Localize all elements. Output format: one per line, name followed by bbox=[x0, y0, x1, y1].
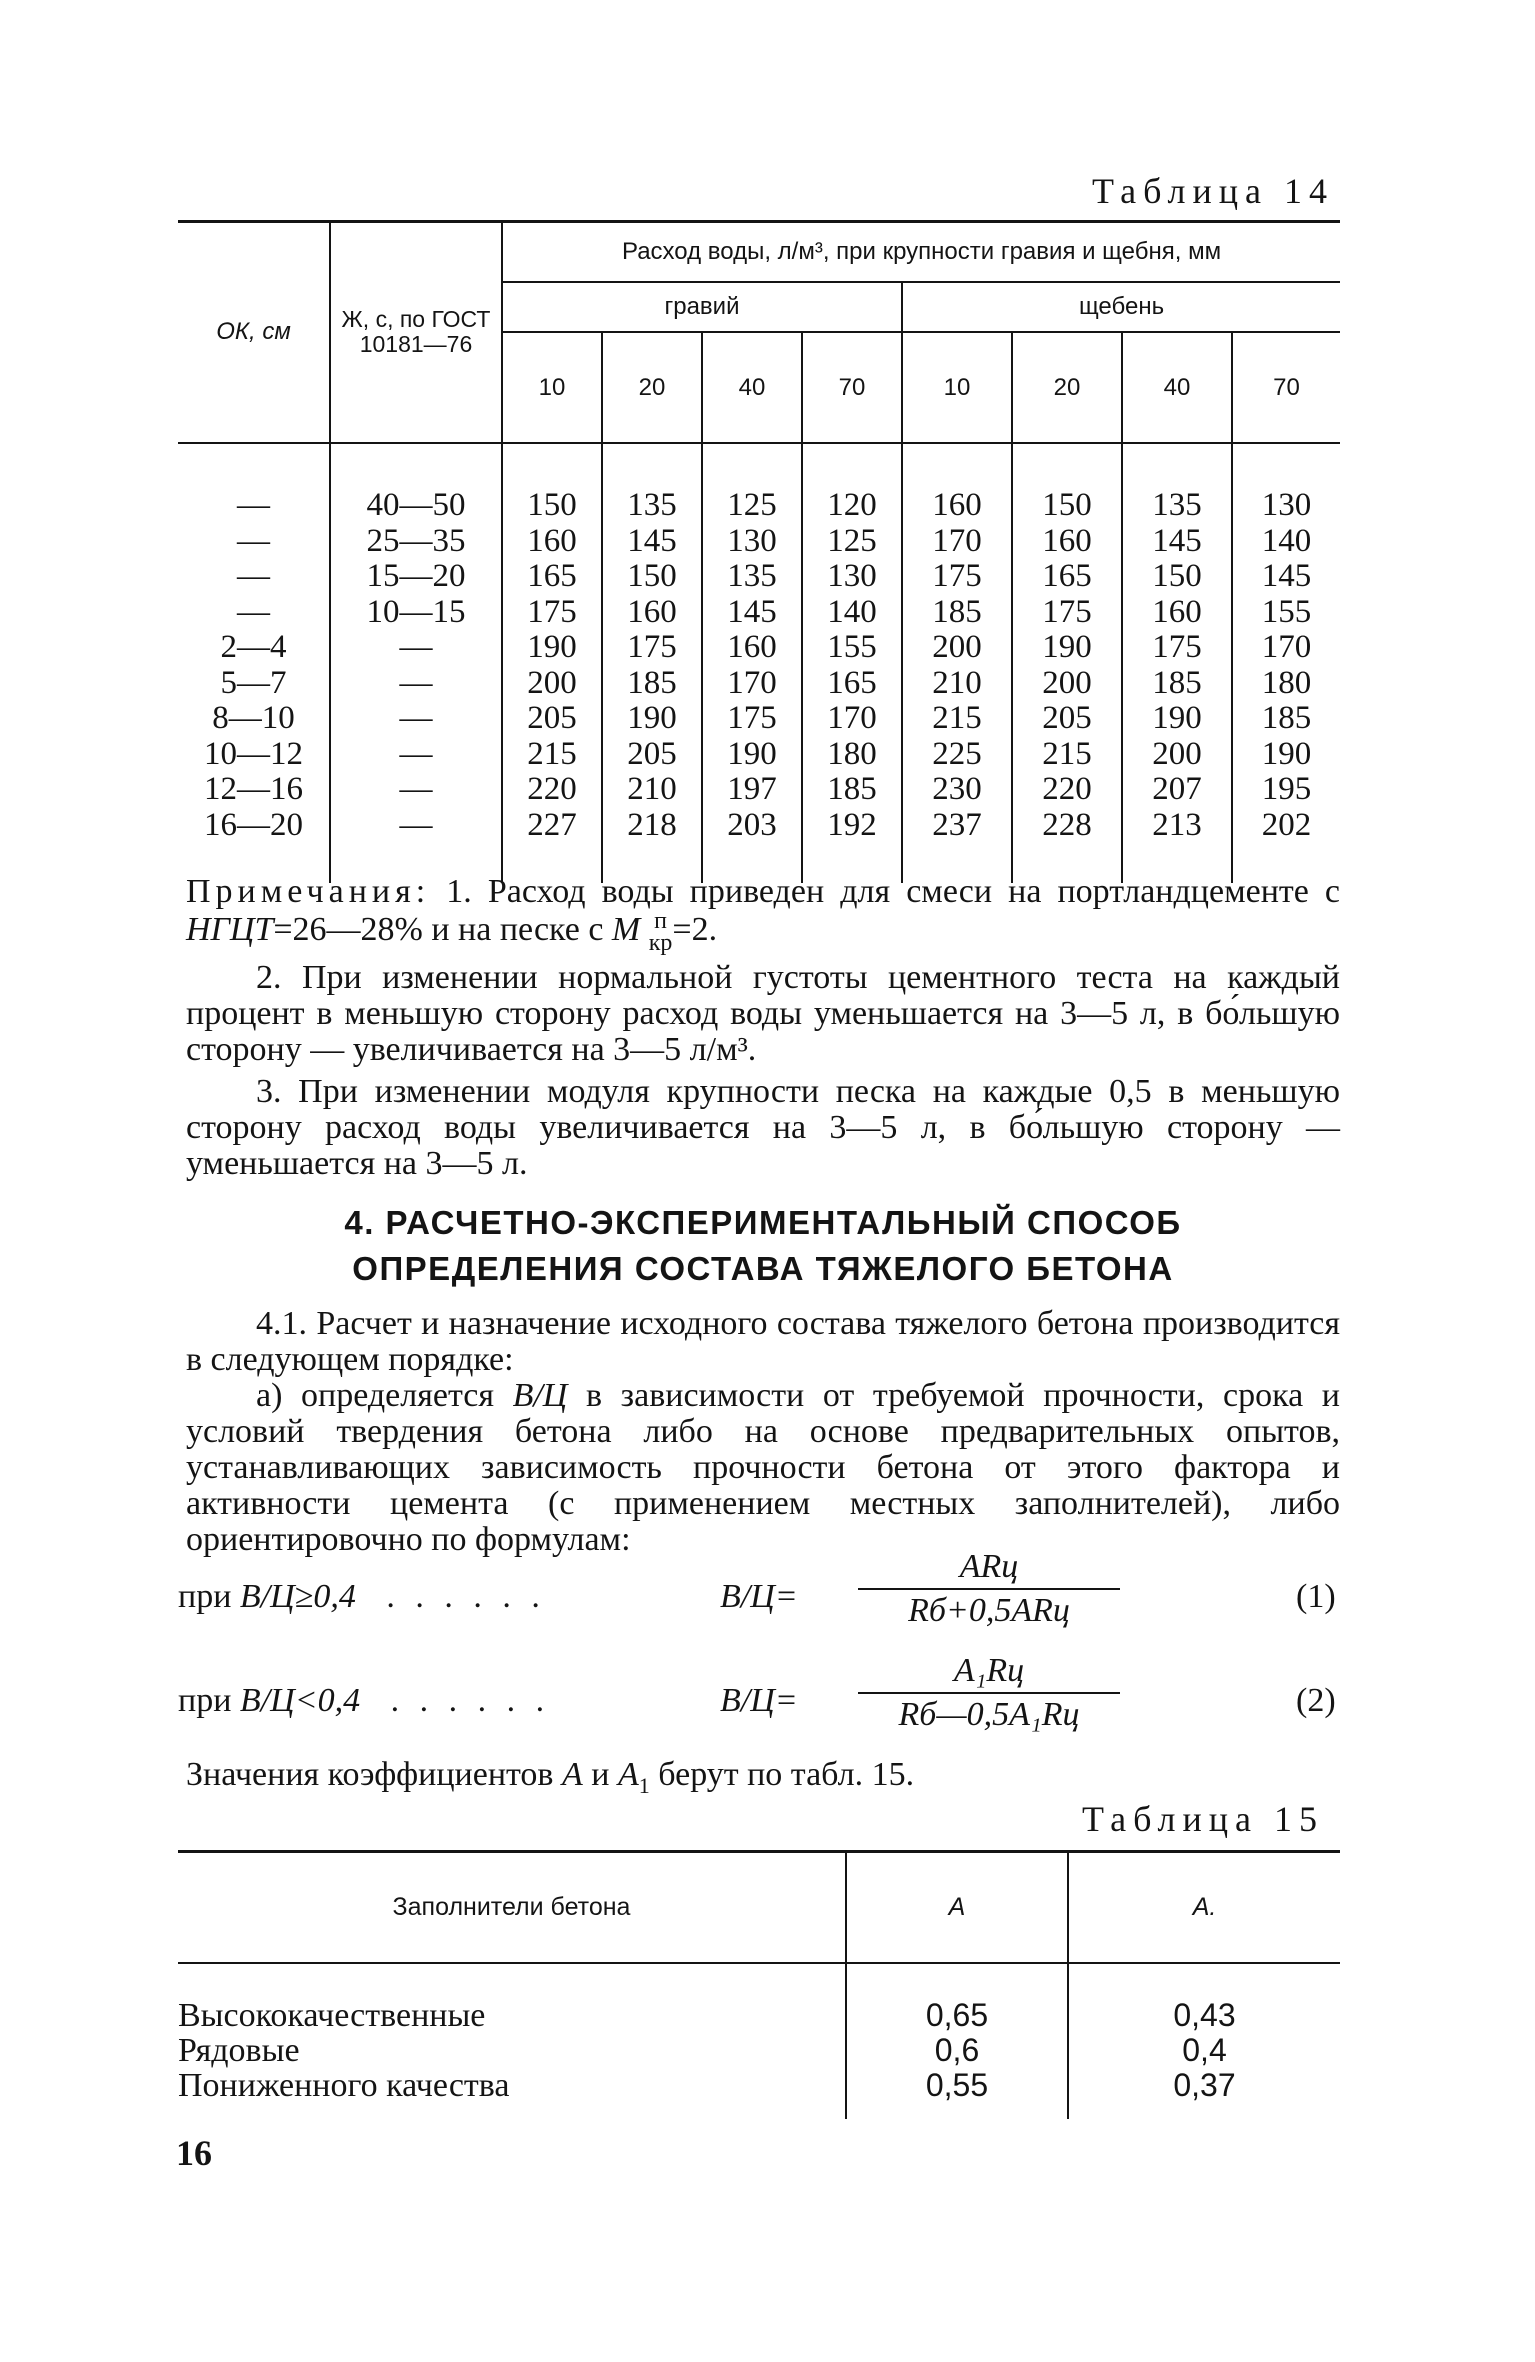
table14-cell: — bbox=[237, 593, 270, 630]
table14-cell: 185 bbox=[1122, 666, 1232, 702]
table14-cell: 215 bbox=[502, 737, 602, 773]
table14-cell: 200 bbox=[1122, 737, 1232, 773]
formula-2-condition: при В/Ц<0,4 . . . . . . bbox=[178, 1682, 551, 1719]
table14-row bbox=[178, 630, 1340, 666]
table14-cell: — bbox=[330, 701, 502, 737]
table14-cell: 25—35 bbox=[330, 524, 502, 560]
table14-cell: 175 bbox=[702, 701, 802, 737]
table14-row bbox=[178, 737, 1340, 773]
table14-cell: 155 bbox=[802, 630, 902, 666]
table14-cell: 185 bbox=[802, 772, 902, 808]
table14-cell: 180 bbox=[802, 737, 902, 773]
header-size: 10 bbox=[902, 332, 1012, 442]
section-title: 4. РАСЧЕТНО-ЭКСПЕРИМЕНТАЛЬНЫЙ СПОСОБ ОПРЕДЕЛЕНИЯ СОСТАВА ТЯЖЕЛОГО БЕТОНА bbox=[344, 1204, 1182, 1287]
table14-row bbox=[178, 772, 1340, 808]
header-size: 70 bbox=[802, 332, 902, 442]
table14-cell: 165 bbox=[802, 666, 902, 702]
table14-cell: 225 bbox=[902, 737, 1012, 773]
t15-header-a1: A. bbox=[1068, 1852, 1340, 1962]
table14-cell: 175 bbox=[1012, 595, 1122, 631]
table14-cell: 190 bbox=[502, 630, 602, 666]
table15-cell: Высококачественные bbox=[178, 1997, 486, 2034]
table14 bbox=[178, 222, 1340, 883]
table14-cell: 190 bbox=[702, 737, 802, 773]
table14-cell: 140 bbox=[802, 595, 902, 631]
table14-cell: 185 bbox=[602, 666, 702, 702]
table14-cell: 195 bbox=[1232, 772, 1340, 808]
table14-row bbox=[178, 595, 1340, 631]
notes-label: Примечания: bbox=[186, 873, 431, 910]
table14-cell: 160 bbox=[702, 630, 802, 666]
table14-cell: — bbox=[330, 772, 502, 808]
header-gravel: гравий bbox=[502, 282, 902, 332]
table14-cell: 237 bbox=[902, 808, 1012, 844]
table15-cell: 0,37 bbox=[1068, 2068, 1340, 2103]
table14-cell: 227 bbox=[502, 808, 602, 844]
table14-cell: 205 bbox=[602, 737, 702, 773]
table14-cell: 213 bbox=[1122, 808, 1232, 844]
table14-cell: 160 bbox=[902, 488, 1012, 524]
table14-row bbox=[178, 524, 1340, 560]
table14-cell: 160 bbox=[602, 595, 702, 631]
table14-cell: 15—20 bbox=[330, 559, 502, 595]
table14-cell: 150 bbox=[602, 559, 702, 595]
section-body bbox=[186, 1306, 1340, 1558]
table14-cell: 190 bbox=[602, 701, 702, 737]
table14-cell: 175 bbox=[602, 630, 702, 666]
table14-cell: 130 bbox=[702, 524, 802, 560]
formula-2-fraction: A₁Rц Rб—0,5A₁Rц bbox=[858, 1652, 1120, 1734]
table14-cell: 125 bbox=[702, 488, 802, 524]
table14-cell: 8—10 bbox=[212, 700, 295, 736]
table14-cell: 130 bbox=[802, 559, 902, 595]
table14-row bbox=[178, 666, 1340, 702]
table15-body bbox=[178, 1998, 1340, 2103]
table15-caption: Таблица 15 bbox=[1082, 1799, 1324, 1839]
table14-caption: Таблица 14 bbox=[1092, 171, 1334, 211]
note-2: 2. При изменении нормальной густоты цементного теста на каждый процент в меньшую сторону расход воды уменьшается на 3—5 л, в бо́льшую сторону — увеличивается на 3—5 л/м³. bbox=[186, 959, 1340, 1068]
table14-cell: 170 bbox=[1232, 630, 1340, 666]
formula-1-number: (1) bbox=[1296, 1578, 1336, 1615]
table14-cell: 210 bbox=[902, 666, 1012, 702]
table14-cell: 220 bbox=[502, 772, 602, 808]
table14-cell: 175 bbox=[502, 595, 602, 631]
table14-cell: 160 bbox=[1122, 595, 1232, 631]
table14-cell: 185 bbox=[1232, 701, 1340, 737]
table14-cell: — bbox=[330, 737, 502, 773]
header-size: 10 bbox=[502, 332, 602, 442]
table14-cell: 125 bbox=[802, 524, 902, 560]
table15-row bbox=[178, 1998, 1340, 2033]
table14-cell: 140 bbox=[1232, 524, 1340, 560]
table14-cell: 190 bbox=[1012, 630, 1122, 666]
page-number: 16 bbox=[176, 2133, 212, 2173]
formula-1-fraction: ARц Rб+0,5ARц bbox=[858, 1548, 1120, 1630]
table14-cell: 205 bbox=[502, 701, 602, 737]
table14-cell: 16—20 bbox=[204, 806, 303, 843]
table14-cell: 130 bbox=[1232, 488, 1340, 524]
table14-cell: 145 bbox=[1232, 559, 1340, 595]
table15-row bbox=[178, 2068, 1340, 2103]
table14-cell: 228 bbox=[1012, 808, 1122, 844]
table14-cell: 170 bbox=[702, 666, 802, 702]
note-3: 3. При изменении модуля крупности песка на каждые 0,5 в меньшую сторону расход воды увеличивается на 3—5 л, в бо́льшую сторону — уменьшается на 3—5 л. bbox=[186, 1073, 1340, 1182]
table14-cell: 170 bbox=[802, 701, 902, 737]
formula-2-number: (2) bbox=[1296, 1682, 1336, 1719]
header-size: 20 bbox=[602, 332, 702, 442]
t15-header-fillers: Заполнители бетона bbox=[392, 1892, 631, 1921]
table14-cell: 165 bbox=[1012, 559, 1122, 595]
header-size: 40 bbox=[1122, 332, 1232, 442]
table14-row bbox=[178, 701, 1340, 737]
table14-cell: 2—4 bbox=[220, 629, 287, 665]
table14-cell: 135 bbox=[702, 559, 802, 595]
paragraph-a: а) определяется В/Ц в зависимости от требуемой прочности, срока и условий твердения бетона либо на основе предварительных опытов, устанавливающих зависимость прочности бетона от этого фактора и активности цемента (с применением местных заполнителей), либо ориентировочно по формулам: bbox=[186, 1377, 1340, 1558]
formula-2-lhs: В/Ц= bbox=[720, 1682, 798, 1719]
table15 bbox=[178, 1852, 1340, 2119]
table14-cell: 180 bbox=[1232, 666, 1340, 702]
table14-cell: 150 bbox=[1122, 559, 1232, 595]
header-ok: ОК, см bbox=[216, 318, 291, 345]
table14-cell: 150 bbox=[1012, 488, 1122, 524]
notes-block bbox=[186, 874, 1340, 1182]
table14-cell: 207 bbox=[1122, 772, 1232, 808]
table14-cell: 145 bbox=[602, 524, 702, 560]
table14-cell: 5—7 bbox=[220, 664, 287, 701]
table14-row bbox=[178, 808, 1340, 844]
table14-cell: 215 bbox=[1012, 737, 1122, 773]
t15-header-a: A bbox=[846, 1852, 1068, 1962]
table14-cell: 218 bbox=[602, 808, 702, 844]
header-size: 70 bbox=[1232, 332, 1340, 442]
header-zh: Ж, с, по ГОСТ 10181—76 bbox=[330, 222, 502, 442]
table14-cell: 203 bbox=[702, 808, 802, 844]
table14-cell: — bbox=[330, 630, 502, 666]
coefficient-line: Значения коэффициентов А и $А_1$ берут по табл. 15. bbox=[186, 1756, 915, 1798]
table15-cell: 0,55 bbox=[846, 2068, 1068, 2103]
table15-cell: Рядовые bbox=[178, 2032, 300, 2069]
table14-cell: 160 bbox=[1012, 524, 1122, 560]
table14-row bbox=[178, 488, 1340, 524]
table14-body bbox=[178, 488, 1340, 843]
table14-cell: 200 bbox=[502, 666, 602, 702]
table14-cell: 120 bbox=[802, 488, 902, 524]
header-size: 20 bbox=[1012, 332, 1122, 442]
table14-cell: 150 bbox=[502, 488, 602, 524]
header-water-consumption: Расход воды, л/м³, при крупности гравия и щебня, мм bbox=[502, 222, 1340, 282]
table14-row bbox=[178, 559, 1340, 595]
table14-cell: — bbox=[330, 808, 502, 844]
table14-cell: 135 bbox=[602, 488, 702, 524]
table14-cell: — bbox=[237, 558, 270, 594]
table14-cell: — bbox=[237, 487, 270, 523]
table14-cell: 40—50 bbox=[330, 488, 502, 524]
formula-1-condition: при В/Ц≥0,4 . . . . . . bbox=[178, 1578, 546, 1615]
header-size: 40 bbox=[702, 332, 802, 442]
table14-cell: 12—16 bbox=[204, 771, 303, 807]
table14-cell: 215 bbox=[902, 701, 1012, 737]
table15-cell: 0,6 bbox=[846, 2033, 1068, 2068]
table14-cell: 230 bbox=[902, 772, 1012, 808]
table14-cell: 197 bbox=[702, 772, 802, 808]
table14-cell: 200 bbox=[1012, 666, 1122, 702]
table15-row bbox=[178, 2033, 1340, 2068]
table14-cell: 190 bbox=[1232, 737, 1340, 773]
table14-cell: 165 bbox=[502, 559, 602, 595]
table14-cell: 220 bbox=[1012, 772, 1122, 808]
table14-cell: 190 bbox=[1122, 701, 1232, 737]
table14-cell: 170 bbox=[902, 524, 1012, 560]
table15-cell: 0,4 bbox=[1068, 2033, 1340, 2068]
table14-cell: — bbox=[237, 522, 270, 559]
table14-cell: 145 bbox=[702, 595, 802, 631]
note-1: Примечания: 1. Расход воды приведен для смеси на портландцементе с НГЦТ=26—28% и на песке с М п кр =2. bbox=[186, 873, 1341, 956]
table14-cell: 175 bbox=[902, 559, 1012, 595]
table14-cell: 135 bbox=[1122, 488, 1232, 524]
table14-cell: 10—15 bbox=[330, 595, 502, 631]
table14-cell: 205 bbox=[1012, 701, 1122, 737]
table14-cell: 160 bbox=[502, 524, 602, 560]
table14-cell: 192 bbox=[802, 808, 902, 844]
formula-1-lhs: В/Ц= bbox=[720, 1578, 798, 1615]
table14-cell: 155 bbox=[1232, 595, 1340, 631]
table14-cell: — bbox=[330, 666, 502, 702]
table14-cell: 210 bbox=[602, 772, 702, 808]
table14-cell: 200 bbox=[902, 630, 1012, 666]
header-crushed-stone: щебень bbox=[902, 282, 1340, 332]
table14-cell: 145 bbox=[1122, 524, 1232, 560]
table15-cell: 0,65 bbox=[846, 1998, 1068, 2033]
table14-cell: 202 bbox=[1232, 808, 1340, 844]
paragraph-4-1: 4.1. Расчет и назначение исходного состава тяжелого бетона производится в следующем порядке: bbox=[186, 1305, 1340, 1378]
table14-cell: 185 bbox=[902, 595, 1012, 631]
table15-cell: 0,43 bbox=[1068, 1998, 1340, 2033]
table14-cell: 175 bbox=[1122, 630, 1232, 666]
table14-cell: 10—12 bbox=[204, 735, 303, 772]
table15-cell: Пониженного качества bbox=[178, 2067, 510, 2104]
